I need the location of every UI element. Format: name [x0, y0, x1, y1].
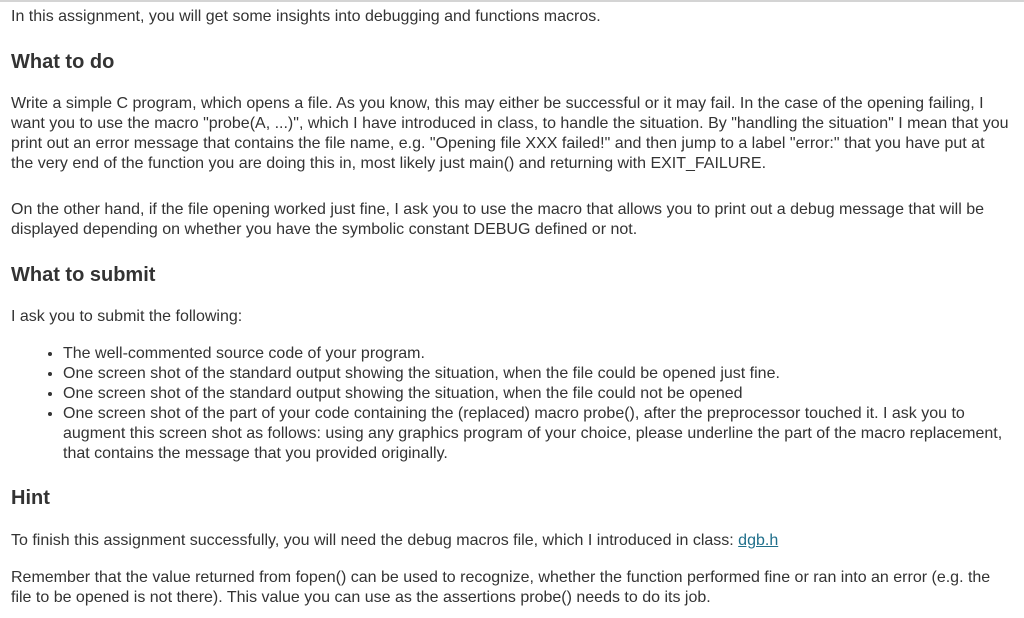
what-to-do-paragraph-2: On the other hand, if the file opening worked just fine, I ask you to use the macro that allows you to print out a debug message that will be displayed depending on whether you have the symbolic constant DEBUG defined or not.	[11, 201, 985, 238]
hint-heading: Hint	[11, 487, 50, 509]
what-to-do-paragraph-1: Write a simple C program, which opens a file. As you know, this may either be successful or it may fail. In the case of the opening failing, I want you to use the macro "probe(A, ...)", which I have introduced in class, to handle the situation. By "handling the situation" I mean that you print out an error message that contains the file name, e.g. "Opening file XXX failed!" and then jump to a label "error:" that you have put at the very end of the function you are doing this in, most likely just main() and returning with EXIT_FAILURE.	[11, 95, 1009, 172]
hint-paragraph-1-text: To finish this assignment successfully, you will need the debug macros file, which I introduced in class:	[11, 532, 739, 549]
top-divider	[0, 0, 1024, 2]
hint-paragraph-2: Remember that the value returned from fopen() can be used to recognize, whether the function performed fine or ran into an error (e.g. the file to be opened is not there). This value you can use as the assertions probe() needs to do its job.	[11, 569, 991, 606]
hint-paragraph-1	[11, 531, 1011, 551]
list-item: • The well-commented source code of your program.	[63, 344, 1023, 364]
intro-text: In this assignment, you will get some insights into debugging and functions macros.	[11, 8, 601, 25]
list-item: • One screen shot of the part of your code containing the (replaced) macro probe(), after the preprocessor touched it. I ask you to augment this screen shot as follows: using any graphics program of your choice, please underline the part of the macro replacement, that contains the message that you provided originally.	[63, 404, 1023, 464]
what-to-submit-lead: I ask you to submit the following:	[11, 308, 243, 325]
what-to-do-heading: What to do	[11, 51, 115, 73]
submission-list	[11, 344, 1023, 464]
list-item: • One screen shot of the standard output showing the situation, when the file could be opened just fine.	[63, 364, 1023, 384]
list-item: • One screen shot of the standard output showing the situation, when the file could not be opened	[63, 384, 1023, 404]
dgb-h-link[interactable]: dgb.h	[738, 532, 779, 549]
what-to-submit-heading: What to submit	[11, 264, 156, 286]
